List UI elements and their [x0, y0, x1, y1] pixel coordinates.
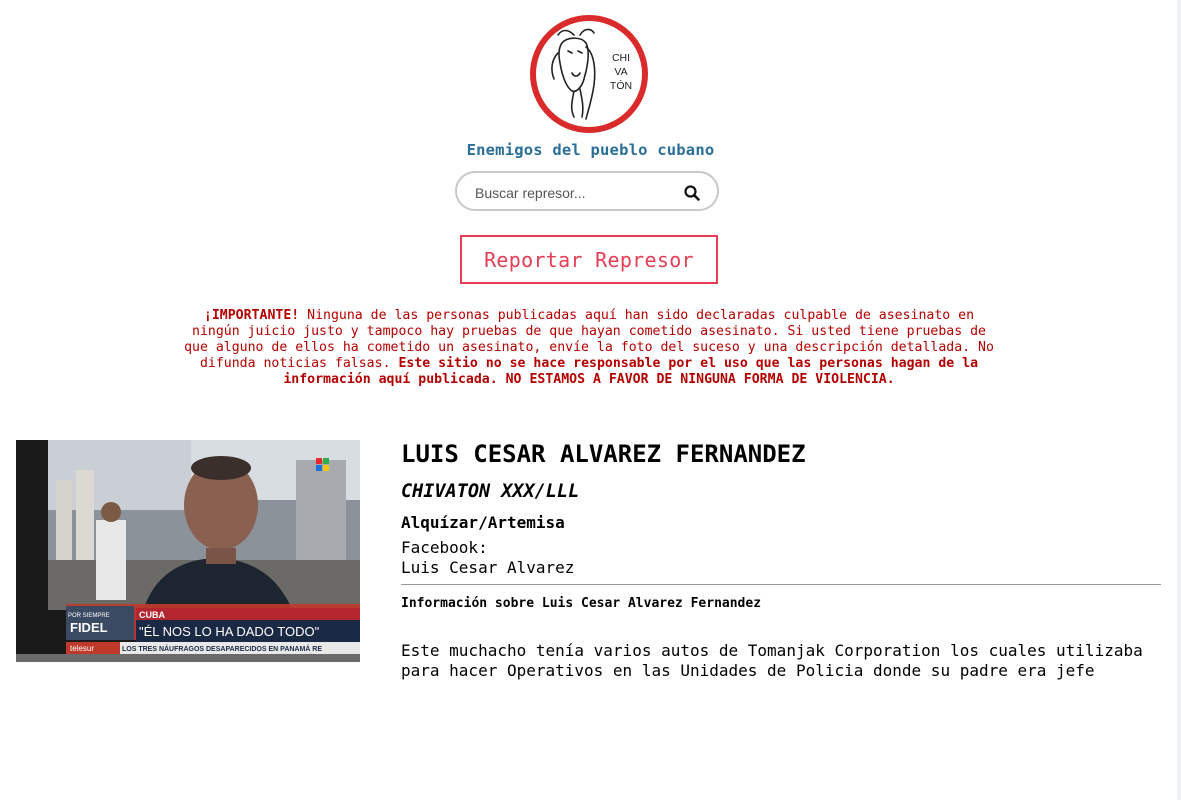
tv-quote: "ÉL NOS LO HA DADO TODO" — [139, 624, 320, 639]
facebook-label: Facebook: — [401, 538, 488, 557]
person-description: Este muchacho tenía varios autos de Tomanjak Corporation los cuales utilizaba para hacer Operativos en las Unidades de Policia donde su padre era jefe — [401, 641, 1143, 680]
person-alias: CHIVATON XXX/LLL — [401, 481, 580, 502]
search-input[interactable] — [473, 181, 677, 205]
site-tagline: Enemigos del pueblo cubano — [466, 141, 715, 159]
info-heading: Información sobre Luis Cesar Alvarez Fernandez — [401, 596, 762, 611]
important-notice — [178, 308, 1000, 388]
logo-text-line-2: VA — [614, 66, 628, 78]
profile-photo — [16, 440, 360, 662]
person-location: Alquízar/Artemisa — [401, 513, 565, 532]
notice-emphasis: Este sitio no se hace responsable por el uso que las personas hagan de la información aquí publicada. NO ESTAMOS A FAVOR DE NINGUNA FORMA DE VIOLENCIA. — [283, 356, 979, 387]
search-bar — [455, 171, 719, 211]
search-icon[interactable] — [683, 184, 701, 202]
person-name: LUIS CESAR ALVAREZ FERNANDEZ — [401, 440, 806, 468]
logo-text-line-1: CHI — [611, 52, 631, 64]
notice-lead: ¡IMPORTANTE! — [203, 308, 300, 323]
report-represor-button[interactable]: Reportar Represor — [460, 235, 718, 284]
tv-channel: telesur — [70, 644, 95, 653]
divider — [401, 584, 1161, 585]
facebook-link[interactable]: Luis Cesar Alvarez — [401, 558, 575, 577]
chivaton-logo[interactable] — [528, 13, 650, 135]
tv-section: CUBA — [139, 610, 165, 620]
tv-tag: POR SIEMPRE — [68, 613, 110, 619]
notice-body: Ninguna de las personas publicadas aquí han sido declaradas culpable de asesinato en ningún juicio justo y tampoco hay pruebas de que hayan cometido asesinato. Si usted tiene pruebas de que alguno de ellos ha cometido un asesinato, envíe la foto del suceso y una descripción detallada. No difunda noticias falsas. — [184, 308, 994, 371]
tv-name: FIDEL — [70, 620, 108, 635]
logo-text-line-3: TÓN — [609, 80, 633, 92]
page-right-edge — [1177, 0, 1181, 800]
tv-ticker: LOS TRES NÁUFRAGOS DESAPARECIDOS EN PANAMÁ RE — [122, 646, 323, 653]
